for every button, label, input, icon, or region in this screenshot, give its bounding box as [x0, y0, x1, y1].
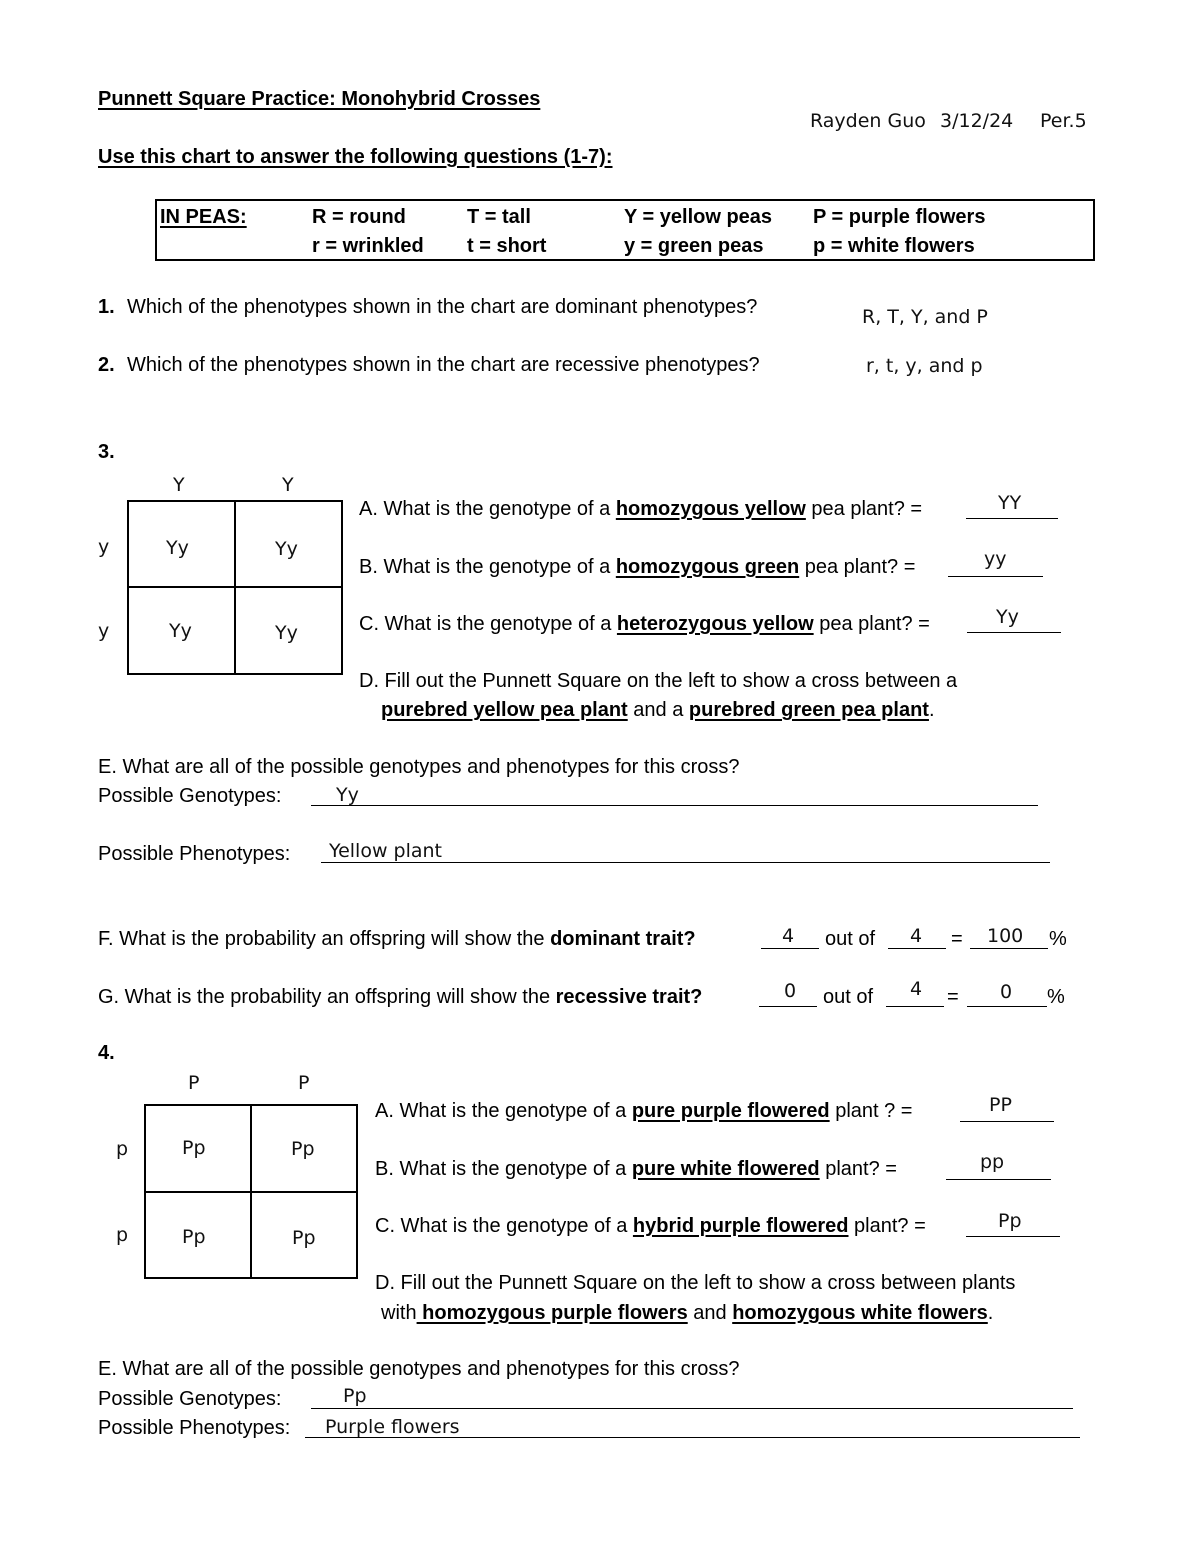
q3g-percent[interactable]: 0 — [1000, 981, 1013, 1003]
q4e-text: E. What are all of the possible genotypes and phenotypes for this cross? — [98, 1358, 740, 1380]
punnett-cell[interactable]: Yy — [275, 538, 298, 560]
punnett-cell[interactable]: Pp — [291, 1138, 315, 1160]
date: 3/12/24 — [940, 110, 1014, 132]
square-side-allele: y — [98, 536, 110, 558]
answer-line — [960, 1121, 1054, 1122]
trait-dominant: R = round — [312, 206, 406, 228]
answer-line — [967, 1006, 1047, 1007]
answer-line — [759, 1006, 817, 1007]
q3f-text: F. What is the probability an offspring will show the dominant trait? — [98, 928, 696, 950]
q3b-answer[interactable]: yy — [984, 548, 1007, 570]
q2-answer[interactable]: r, t, y, and p — [866, 355, 983, 377]
q1-answer[interactable]: R, T, Y, and P — [862, 306, 988, 328]
q4-number: 4. — [98, 1042, 115, 1064]
q2-number: 2. — [98, 354, 115, 376]
answer-line — [966, 1236, 1060, 1237]
punnett-cell[interactable]: Pp — [292, 1227, 316, 1249]
square-side-allele: y — [98, 620, 110, 642]
page-title: Punnett Square Practice: Monohybrid Crosses — [98, 88, 541, 110]
period: Per.5 — [1040, 110, 1087, 132]
q4e-phenotypes-answer[interactable]: Purple flowers — [325, 1416, 460, 1438]
q3f-count[interactable]: 4 — [782, 925, 795, 947]
q1-text: Which of the phenotypes shown in the chart are dominant phenotypes? — [127, 296, 758, 318]
trait-recessive: p = white flowers — [813, 235, 975, 257]
q3e-text: E. What are all of the possible genotypes and phenotypes for this cross? — [98, 756, 740, 778]
q3f-total[interactable]: 4 — [910, 925, 923, 947]
answer-line — [761, 948, 819, 949]
q4a-text: A. What is the genotype of a pure purple flowered plant ? = — [375, 1100, 913, 1122]
equals-sign: = — [947, 986, 959, 1008]
equals-sign: = — [951, 928, 963, 950]
answer-line — [888, 948, 946, 949]
q3e-phenotypes-label: Possible Phenotypes: — [98, 843, 291, 865]
answer-line — [967, 632, 1061, 633]
q3e-genotypes-label: Possible Genotypes: — [98, 785, 282, 807]
q3d-text-cont: purebred yellow pea plant and a purebred green pea plant. — [381, 699, 935, 721]
q3d-text: D. Fill out the Punnett Square on the left to show a cross between a — [359, 670, 958, 692]
grid-divider — [144, 1191, 358, 1193]
answer-line — [886, 1006, 944, 1007]
q3g-count[interactable]: 0 — [784, 980, 797, 1002]
answer-line — [948, 576, 1043, 577]
answer-line — [321, 862, 1050, 863]
q4a-answer[interactable]: PP — [989, 1094, 1012, 1116]
trait-recessive: y = green peas — [624, 235, 764, 257]
q3-number: 3. — [98, 441, 115, 463]
student-name: Rayden Guo — [810, 110, 926, 132]
square-top-allele: P — [188, 1072, 200, 1094]
q2-text: Which of the phenotypes shown in the chart are recessive phenotypes? — [127, 354, 760, 376]
q4b-text: B. What is the genotype of a pure white flowered plant? = — [375, 1158, 897, 1180]
trait-dominant: P = purple flowers — [813, 206, 986, 228]
percent-sign: % — [1049, 928, 1067, 950]
q4e-genotypes-answer[interactable]: Pp — [343, 1385, 367, 1407]
q4e-genotypes-label: Possible Genotypes: — [98, 1388, 282, 1410]
grid-divider — [127, 586, 343, 588]
answer-line — [311, 805, 1038, 806]
q3c-answer[interactable]: Yy — [996, 606, 1019, 628]
q3g-text: G. What is the probability an offspring will show the recessive trait? — [98, 986, 703, 1008]
square-side-allele: p — [116, 1224, 129, 1246]
square-top-allele: Y — [173, 474, 185, 496]
trait-recessive: t = short — [467, 235, 547, 257]
punnett-cell[interactable]: Pp — [182, 1226, 206, 1248]
chart-label: IN PEAS: — [160, 206, 247, 228]
punnett-cell[interactable]: Yy — [166, 537, 189, 559]
q3b-text: B. What is the genotype of a homozygous green pea plant? = — [359, 556, 916, 578]
punnett-cell[interactable]: Yy — [275, 622, 298, 644]
q4c-answer[interactable]: Pp — [998, 1210, 1022, 1232]
q4c-text: C. What is the genotype of a hybrid purple flowered plant? = — [375, 1215, 926, 1237]
answer-line — [311, 1408, 1073, 1409]
answer-line — [966, 518, 1058, 519]
q1-number: 1. — [98, 296, 115, 318]
q4b-answer[interactable]: pp — [980, 1151, 1005, 1173]
punnett-cell[interactable]: Yy — [169, 620, 192, 642]
percent-sign: % — [1047, 986, 1065, 1008]
instructions: Use this chart to answer the following questions (1-7): — [98, 146, 613, 168]
trait-dominant: T = tall — [467, 206, 531, 228]
answer-line — [970, 948, 1048, 949]
out-of-label: out of — [825, 928, 876, 950]
q3g-total[interactable]: 4 — [910, 978, 923, 1000]
square-side-allele: p — [116, 1138, 129, 1160]
q4e-phenotypes-label: Possible Phenotypes: — [98, 1417, 291, 1439]
square-top-allele: Y — [282, 474, 294, 496]
out-of-label: out of — [823, 986, 874, 1008]
trait-recessive: r = wrinkled — [312, 235, 424, 257]
q3a-text: A. What is the genotype of a homozygous yellow pea plant? = — [359, 498, 923, 520]
q4d-text-cont: with homozygous purple flowers and homozygous white flowers. — [381, 1302, 994, 1324]
q3c-text: C. What is the genotype of a heterozygous yellow pea plant? = — [359, 613, 930, 635]
q4d-text: D. Fill out the Punnett Square on the left to show a cross between plants — [375, 1272, 1016, 1294]
square-top-allele: P — [298, 1072, 310, 1094]
q3a-answer[interactable]: YY — [998, 492, 1022, 514]
q3e-phenotypes-answer[interactable]: Yellow plant — [329, 840, 443, 862]
q3f-percent[interactable]: 100 — [987, 925, 1024, 947]
punnett-cell[interactable]: Pp — [182, 1137, 206, 1159]
answer-line — [946, 1179, 1051, 1180]
q3e-genotypes-answer[interactable]: Yy — [336, 784, 359, 806]
trait-dominant: Y = yellow peas — [624, 206, 773, 228]
